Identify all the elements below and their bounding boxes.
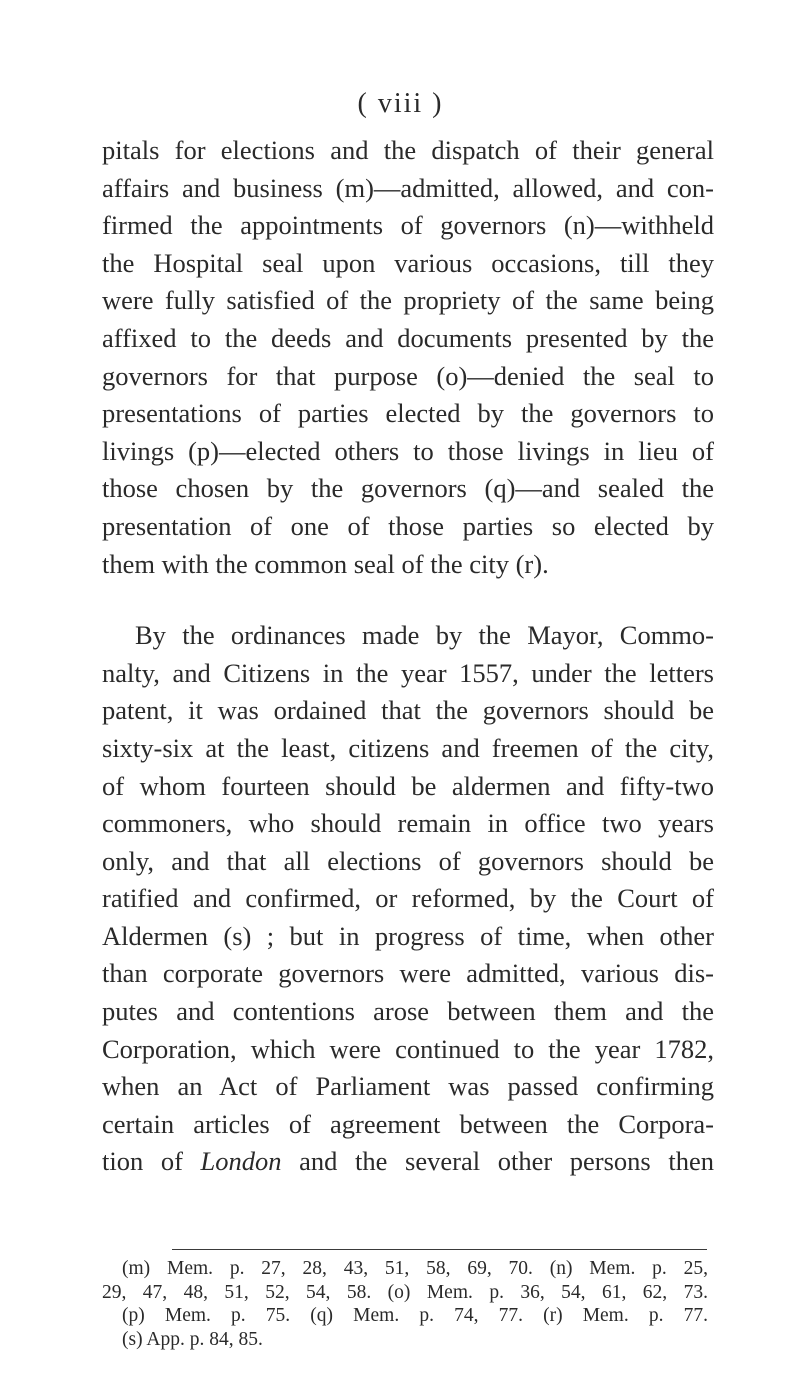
italic-place-name: London (200, 1146, 282, 1177)
text-line: those chosen by the governors (q)—and sealed the (102, 473, 714, 504)
text-line: presentation of one of those parties so elected by (102, 510, 714, 541)
footnote-line: (p) Mem. p. 75. (q) Mem. p. 74, 77. (r) Mem. p. 77. (122, 1305, 708, 1326)
text-line: commoners, who should remain in office two years (102, 808, 714, 839)
text-line: affairs and business (m)—admitted, allowed, and con- (102, 172, 714, 203)
text-line: sixty-six at the least, citizens and freemen of the city, (102, 732, 714, 763)
paragraph-1 (102, 132, 714, 583)
paragraph-2 (102, 617, 714, 1181)
text-fragment: tion of (102, 1146, 183, 1177)
text-line: only, and that all elections of governors should be (102, 845, 714, 876)
text-line: affixed to the deeds and documents presented by the (102, 322, 714, 353)
paragraph-gap (102, 583, 714, 617)
text-line: livings (p)—elected others to those livings in lieu of (102, 435, 714, 466)
text-line: than corporate governors were admitted, various dis- (102, 958, 714, 989)
footnotes (102, 1257, 708, 1351)
text-line: presentations of parties elected by the governors to (102, 398, 714, 429)
text-line: Corporation, which were continued to the year 1782, (102, 1033, 714, 1064)
footnote-line: 29, 47, 48, 51, 52, 54, 58. (o) Mem. p. 36, 54, 61, 62, 73. (102, 1281, 708, 1303)
text-line: patent, it was ordained that the governors should be (102, 695, 714, 726)
text-line: putes and contentions arose between them and the (102, 996, 714, 1027)
text-line: nalty, and Citizens in the year 1557, under the letters (102, 657, 714, 688)
text-line: the Hospital seal upon various occasions, till they (102, 247, 714, 278)
text-line: were fully satisfied of the propriety of the same being (102, 285, 714, 316)
text-line: of whom fourteen should be aldermen and fifty-two (102, 770, 714, 801)
footnote-divider (172, 1249, 707, 1250)
text-fragment: and the several other persons then (299, 1146, 714, 1177)
text-line: when an Act of Parliament was passed confirming (102, 1071, 714, 1102)
footnote-line: (m) Mem. p. 27, 28, 43, 51, 58, 69, 70. (n) Mem. p. 25, (122, 1258, 708, 1279)
text-line (102, 1143, 714, 1181)
text-line: ratified and confirmed, or reformed, by the Court of (102, 883, 714, 914)
text-line: certain articles of agreement between the Corpora- (102, 1108, 714, 1139)
body-text (102, 132, 714, 1181)
text-line: governors for that purpose (o)—denied the seal to (102, 360, 714, 391)
text-line: them with the common seal of the city (r). (102, 548, 549, 579)
text-line: Aldermen (s) ; but in progress of time, when other (102, 920, 714, 951)
text-line: firmed the appointments of governors (n)—withheld (102, 210, 714, 241)
footnote-line: (s) App. p. 84, 85. (122, 1328, 263, 1350)
text-line: pitals for elections and the dispatch of their general (102, 135, 714, 165)
page-number: ( viii ) (357, 88, 444, 119)
text-line: By the ordinances made by the Mayor, Commo- (135, 620, 714, 651)
